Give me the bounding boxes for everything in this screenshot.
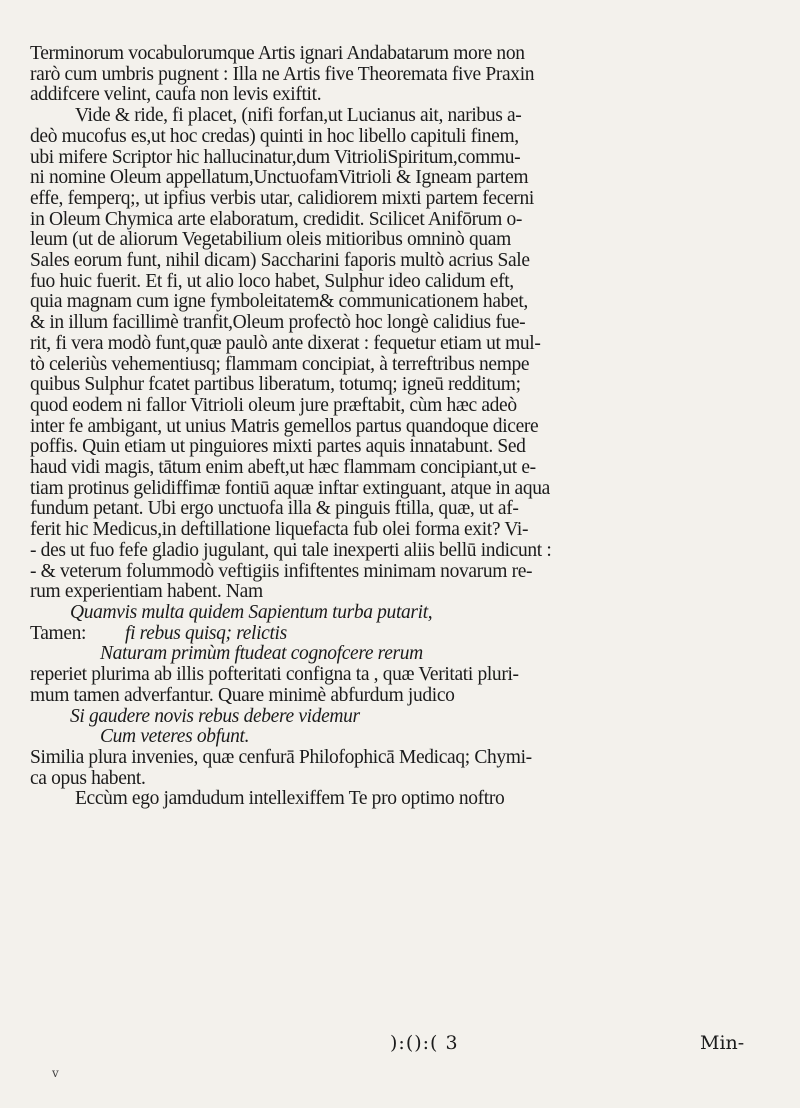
margin-mark: v [52, 1066, 59, 1080]
catchword: Min- [700, 1032, 745, 1054]
text-line: Similia plura invenies, quæ cenfurā Philofophicā Medicaq; Chymi- [30, 746, 532, 768]
tamen-verse: fi rebus quisq; relictis [125, 622, 287, 644]
text-line: quod eodem ni fallor Vitrioli oleum jure præftabit, cùm hæc adeò [30, 394, 517, 416]
text-line: - & veterum folummodò veftigiis infiftentes minimam novarum re- [30, 560, 533, 582]
text-line: ubi mifere Scriptor hic hallucinatur,dum VitrioliSpiritum,commu- [30, 146, 521, 168]
text-line: & in illum facillimè tranfit,Oleum profectò hoc longè calidius fue- [30, 312, 526, 334]
verse-line-2: Naturam primùm ftudeat cognofcere rerum [100, 643, 423, 665]
text-line: rit, fi vera modò funt,quæ paulò ante dixerat : fequetur etiam ut mul- [30, 332, 541, 354]
text-line: fuo huic fuerit. Et fi, ut alio loco habet, Sulphur ideo calidum eft, [30, 270, 514, 292]
text-line: Vide & ride, fi placet, (nifi forfan,ut Lucianus ait, naribus a- [75, 105, 522, 127]
text-line: fundum petant. Ubi ergo unctuofa illa & pinguis ftilla, quæ, ut af- [30, 498, 519, 520]
text-line: inter fe ambigant, ut unius Matris gemellos partus quandoque dicere [30, 415, 539, 437]
text-line: effe, femperq;, ut ipfius verbis utar, calidiorem mixti partem fecerni [30, 187, 534, 209]
tamen-label: Tamen: [30, 622, 87, 644]
text-line: mum tamen adverfantur. Quare minimè abfurdum judico [30, 684, 455, 706]
text-line: tò celeriùs vehementiusq; flammam concipiat, à terreftribus nempe [30, 353, 530, 375]
text-line: - des ut fuo fefe gladio jugulant, qui tale inexperti aliis bellū indicunt : [30, 539, 552, 561]
text-line: quia magnam cum igne fymboleitatem& communicationem habet, [30, 291, 528, 313]
text-line: in Oleum Chymica arte elaboratum, credidit. Scilicet Anifōrum o- [30, 208, 523, 230]
text-line: reperiet plurima ab illis pofteritati configna ta , quæ Veritati pluri- [30, 664, 519, 686]
signature-mark: ):():( 3 [390, 1032, 459, 1054]
text-line: addifcere velint, caufa non levis exiftit. [30, 84, 322, 106]
text-line: rarò cum umbris pugnent : Illa ne Artis five Theoremata five Praxin [30, 63, 535, 85]
text-line: Terminorum vocabulorumque Artis ignari Andabatarum more non [30, 43, 525, 64]
text-line: deò mucofus es,ut hoc credas) quinti in hoc libello capituli finem, [30, 125, 519, 147]
verse-line-1: Quamvis multa quidem Sapientum turba putarit, [70, 601, 433, 623]
text-line: ferit hic Medicus,in deftillatione liquefacta fub olei forma exit? Vi- [30, 519, 529, 541]
text-line: Sales eorum funt, nihil dicam) Saccharini faporis multò acrius Sale [30, 250, 530, 272]
tamen-line [30, 624, 770, 645]
text-line: ni nomine Oleum appellatum,UnctuofamVitrioli & Igneam partem [30, 167, 529, 189]
text-line: rum experientiam habent. Nam [30, 581, 263, 603]
text-line: tiam protinus gelidiffimæ fontiū aquæ inftar extinguant, atque in aqua [30, 477, 550, 499]
verse-line-4: Cum veteres obfunt. [100, 726, 250, 748]
text-line: haud vidi magis, tātum enim abeft,ut hæc flammam concipiant,ut e- [30, 457, 536, 479]
paragraph-end [30, 748, 770, 810]
text-line: ca opus habent. [30, 767, 146, 789]
page-body [30, 44, 770, 810]
paragraph-middle [30, 665, 770, 706]
verse-line-3: Si gaudere novis rebus debere videmur [70, 705, 360, 727]
paragraph-main [30, 44, 770, 603]
text-line: leum (ut de aliorum Vegetabilium oleis mitioribus omninò quam [30, 229, 511, 251]
text-line: Eccùm ego jamdudum intellexiffem Te pro optimo noftro [75, 788, 505, 810]
text-line: poffis. Quin etiam ut pinguiores mixti partes aquis innatabunt. Sed [30, 436, 526, 458]
text-line: quibus Sulphur fcatet partibus liberatum, totumq; igneū redditum; [30, 374, 521, 396]
